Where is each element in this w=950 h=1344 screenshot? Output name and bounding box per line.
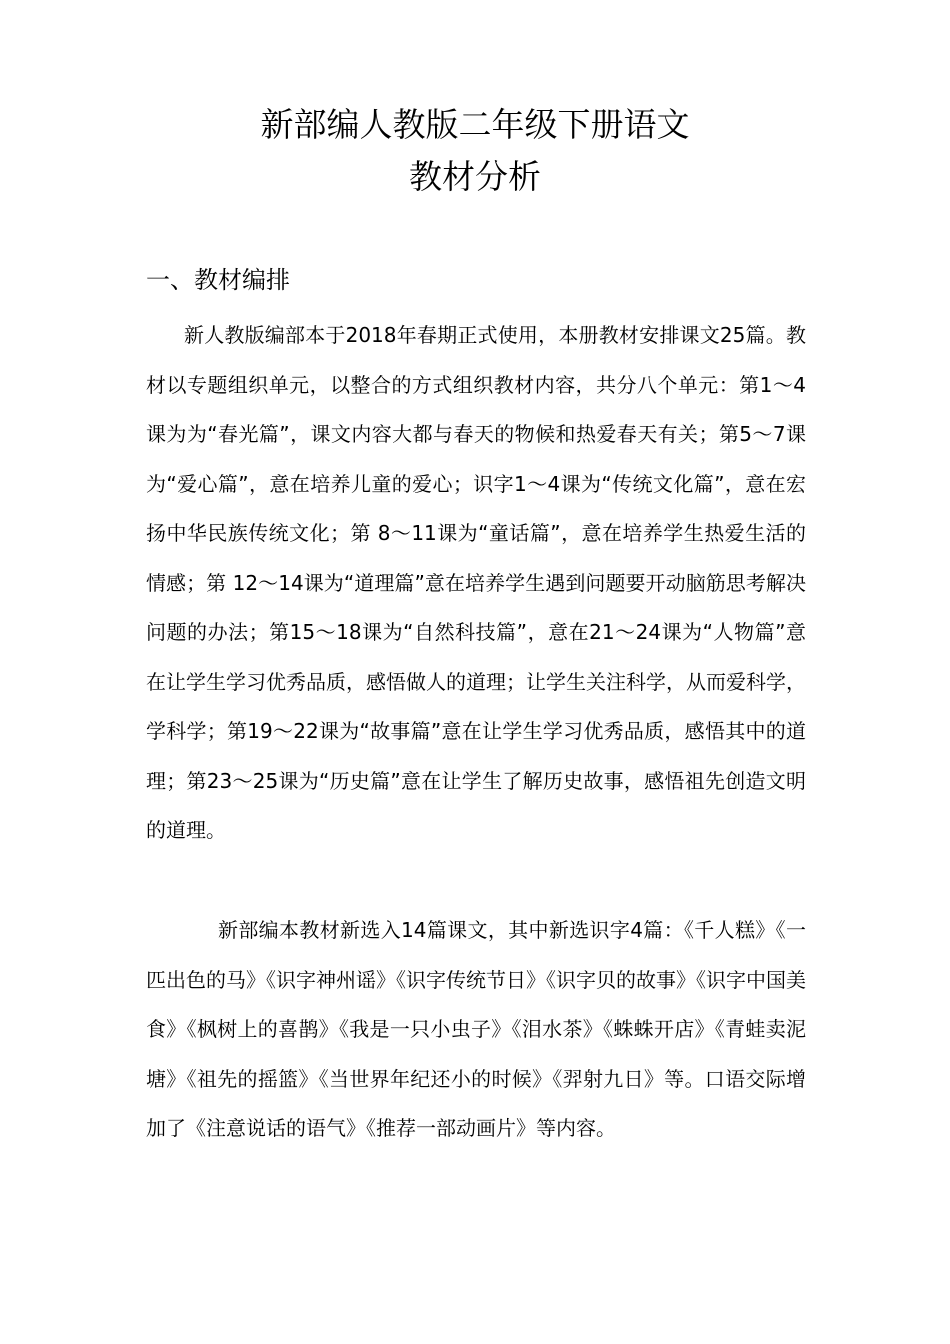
body-paragraph-1: 新人教版编部本于2018年春期正式使用，本册教材安排课文25篇。教材以专题组织单元，以整合的方式组织教材内容，共分八个单元：第1～4课为为“春光篇”，课文内容大都与春天的物候和热爱春天有关；第5～7课为“爱心篇”，意在培养儿童的爱心；识字1～4课为“传统文化篇”，意在宏扬中华民族传统文化；第 8～11课为“童话篇”，意在培养学生热爱生活的情感；第 12～14课为“道理篇”意在培养学生遇到问题要开动脑筋思考解决问题的办法；第15～18课为“自然科技篇”，意在21～24课为“人物篇”意在让学生学习优秀品质，感悟做人的道理；让学生关注科学，从而爱科学，学科学；第19～22课为“故事篇”意在让学生学习优秀品质，感悟其中的道理；第23～25课为“历史篇”意在让学生了解历史故事，感悟祖先创造文明的道理。 [146, 323, 806, 842]
section-heading: 一、教材编排 [146, 266, 290, 294]
body-paragraph-2: 新部编本教材新选入14篇课文，其中新选识字4篇：《千人糕》《一匹出色的马》《识字神州谣》《识字传统节日》《识字贝的故事》《识字中国美食》《枫树上的喜鹊》《我是一只小虫子》《泪水茶》《蛛蛛开店》《青蛙卖泥塘》《祖先的摇篮》《当世界年纪还小的时候》《羿射九日》等。口语交际增加了《注意说话的语气》《推荐一部动画片》等内容。 [146, 918, 806, 1140]
document-title-line-2: 教材分析 [409, 157, 541, 196]
document-title-line-1: 新部编人教版二年级下册语文 [260, 105, 690, 144]
